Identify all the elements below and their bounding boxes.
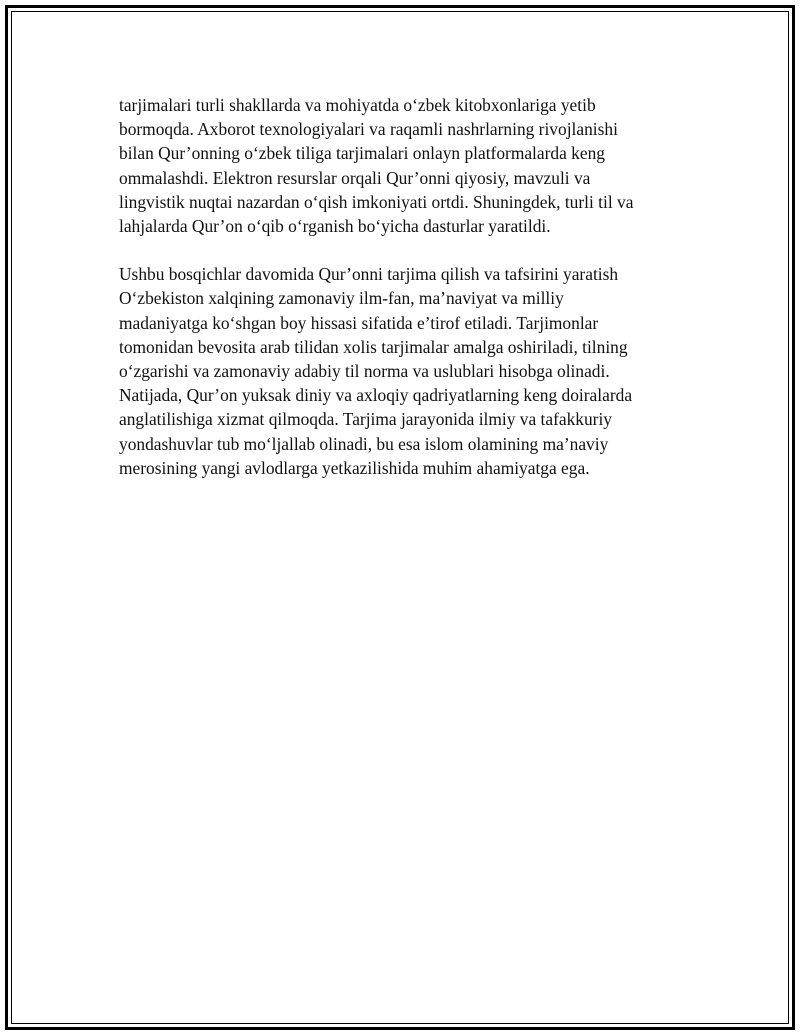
document-body <box>119 93 679 480</box>
paragraph-2-line-5: o‘zgarishi va zamonaviy adabiy til norma va uslublari hisobga olinadi. <box>119 361 610 382</box>
paragraph-1 <box>119 93 679 238</box>
paragraph-2 <box>119 262 679 480</box>
paragraph-1-line-6: lahjalarda Qur’on o‘qib o‘rganish bo‘yicha dasturlar yaratildi. <box>119 216 551 237</box>
paragraph-2-line-1: Ushbu bosqichlar davomida Qur’onni tarjima qilish va tafsirini yaratish <box>119 264 619 285</box>
paragraph-2-line-2: O‘zbekiston xalqining zamonaviy ilm-fan, ma’naviyat va milliy <box>119 288 564 309</box>
paragraph-2-line-9: merosining yangi avlodlarga yetkazilishida muhim ahamiyatga ega. <box>119 457 590 478</box>
paragraph-1-line-1: tarjimalari turli shakllarda va mohiyatda o‘zbek kitobxonlariga yetib <box>119 95 596 115</box>
paragraph-2-line-8: yondashuvlar tub mo‘ljallab olinadi, bu esa islom olamining ma’naviy <box>119 433 609 454</box>
paragraph-2-line-6: Natijada, Qur’on yuksak diniy va axloqiy qadriyatlarning keng doiralarda <box>119 385 633 406</box>
paragraph-2-line-7: anglatilishiga xizmat qilmoqda. Tarjima jarayonida ilmiy va tafakkuriy <box>119 409 612 430</box>
paragraph-2-line-3: madaniyatga ko‘shgan boy hissasi sifatida e’tirof etiladi. Tarjimonlar <box>119 312 599 333</box>
paragraph-1-line-2: bormoqda. Axborot texnologiyalari va raqamli nashrlarning rivojlanishi <box>119 119 618 140</box>
paragraph-1-line-3: bilan Qur’onning o‘zbek tiliga tarjimalari onlayn platformalarda keng <box>119 143 605 164</box>
paragraph-2-line-4: tomonidan bevosita arab tilidan xolis tarjimalar amalga oshiriladi, tilning <box>119 336 628 357</box>
paragraph-1-line-5: lingvistik nuqtai nazardan o‘qish imkoniyati ortdi. Shuningdek, turli til va <box>119 191 634 212</box>
paragraph-1-line-4: ommalashdi. Elektron resurslar orqali Qur’onni qiyosiy, mavzuli va <box>119 167 591 188</box>
